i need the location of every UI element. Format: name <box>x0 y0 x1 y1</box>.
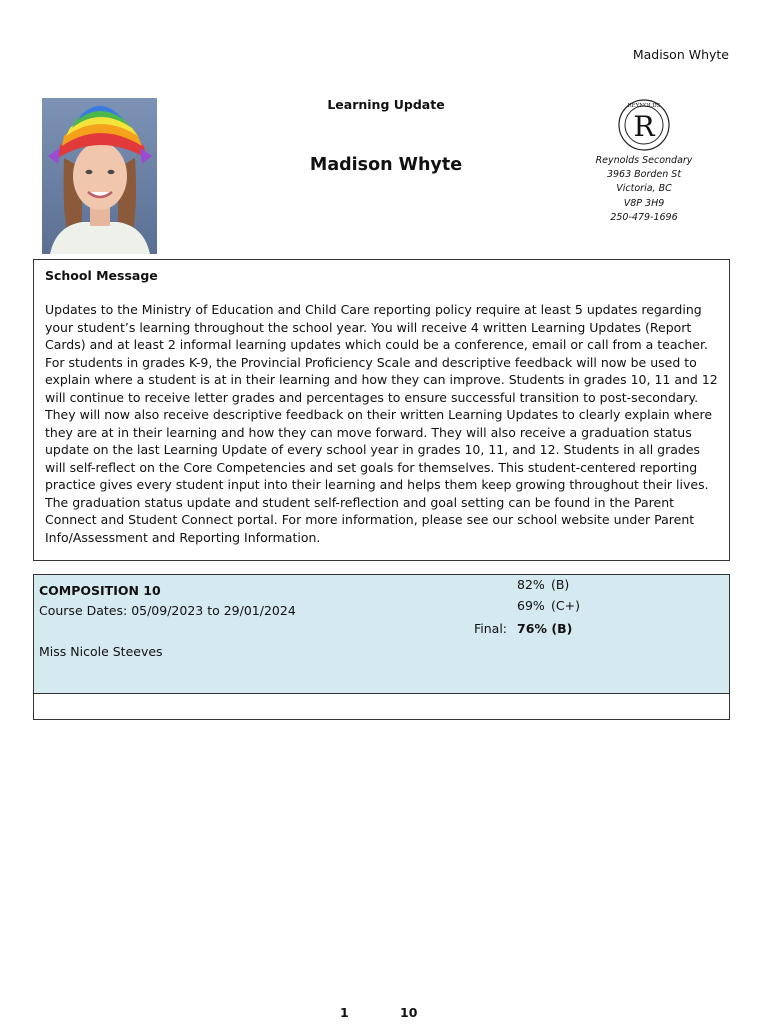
final-grade-letter: (B) <box>551 621 573 636</box>
school-message-box <box>33 259 730 561</box>
term-grade-1 <box>517 577 569 592</box>
school-info <box>588 98 700 225</box>
page-number: 1 <box>340 1005 349 1020</box>
term-grade-1-letter: (B) <box>550 577 570 592</box>
page-total: 10 <box>400 1005 418 1020</box>
final-grade <box>517 621 572 636</box>
school-postal: V8P 3H9 <box>623 197 665 209</box>
course-comment-row <box>33 693 730 720</box>
term-grade-2-percent: 69% <box>517 598 545 613</box>
term-grade-1-percent: 82% <box>517 577 545 592</box>
school-message-title: School Message <box>45 268 158 283</box>
course-teacher: Miss Nicole Steeves <box>39 644 163 659</box>
final-label: Final: <box>474 621 508 636</box>
course-name: COMPOSITION 10 <box>39 583 161 598</box>
school-message-body: Updates to the Ministry of Education and Child Care reporting policy require at least 5 updates regarding your student’s learning throughout the school year. You will receive 4 written Learning Updates (Report Cards) and at least 2 informal learning updates which could be a conference, email or call from a teacher. For students in grades K-9, the Provincial Proficiency Scale and descriptive feedback will now be used to explain where a student is at in their learning and how they can improve. Students in grades 10, 11 and 12 will continue to receive letter grades and percentages to ensure successful transition to post-secondary. They will now also receive descriptive feedback on their written Learning Updates to clearly explain where they are at in their learning and how they can move forward. They will also receive a graduation status update on the last Learning Update of every school year in grades 10, 11, and 12. Students in all grades will self-reflect on the Core Competencies and set goals for themselves. This student-centered reporting practice gives every student input into their learning and helps them keep growing throughout their lives. The graduation status update and student self-reflection and goal setting can be found in the Parent Connect and Student Connect portal. For more information, please see our school website under Parent Info/Assessment and Reporting Information. <box>45 302 718 545</box>
final-grade-percent: 76% <box>517 621 547 636</box>
term-grade-2 <box>517 598 580 613</box>
logo-text: REYNOLDS <box>627 103 661 109</box>
student-photo <box>42 98 157 254</box>
term-grade-2-letter: (C+) <box>550 598 580 613</box>
header-student-name: Madison Whyte <box>632 47 729 62</box>
school-street: 3963 Borden St <box>606 169 682 181</box>
course-box <box>33 574 730 694</box>
school-phone: 250-479-1696 <box>610 211 678 223</box>
student-name-heading: Madison Whyte <box>309 155 463 175</box>
school-city: Victoria, BC <box>616 183 672 195</box>
report-title: Learning Update <box>327 97 445 112</box>
school-name: Reynolds Secondary <box>595 155 693 166</box>
course-dates: Course Dates: 05/09/2023 to 29/01/2024 <box>39 603 296 618</box>
school-logo <box>617 98 671 152</box>
logo-letter: R <box>633 110 655 143</box>
